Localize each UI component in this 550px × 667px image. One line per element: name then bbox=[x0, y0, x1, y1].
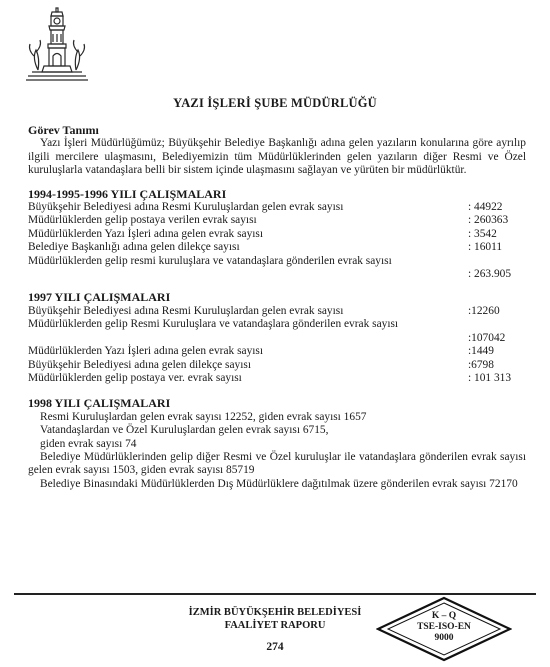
stat-row bbox=[28, 305, 526, 318]
stat-value: :107042 bbox=[468, 331, 506, 344]
badge-line: 9000 bbox=[434, 633, 454, 643]
stat-row bbox=[28, 345, 526, 358]
stat-label: Büyükşehir Belediyesi adına Resmi Kuruluşlardan gelen evrak sayısı bbox=[28, 304, 344, 317]
stat-value: :1449 bbox=[468, 345, 494, 358]
stat-value: : 16011 bbox=[468, 241, 503, 254]
badge-line: TSE-ISO-EN bbox=[417, 622, 471, 632]
certification-badge-text bbox=[376, 611, 512, 644]
text-line: Resmi Kuruluşlardan gelen evrak sayısı 12252, giden evrak sayısı 1657 bbox=[40, 410, 367, 423]
stat-value: :12260 bbox=[468, 304, 500, 317]
footer bbox=[150, 606, 400, 632]
stat-label: Müdürlüklerden Yazı İşleri adına gelen evrak sayısı bbox=[28, 227, 264, 240]
stat-row bbox=[28, 372, 526, 385]
badge-line: K – Q bbox=[431, 611, 457, 621]
stat-label: Büyükşehir Belediyesi adına gelen dilekçe sayısı bbox=[28, 358, 252, 371]
page-title: YAZI İŞLERİ ŞUBE MÜDÜRLÜĞÜ bbox=[173, 96, 377, 110]
stat-label: Müdürlüklerden gelip postaya ver. evrak sayısı bbox=[28, 371, 242, 384]
clock-tower-logo bbox=[22, 6, 92, 84]
stat-value: : 44922 bbox=[468, 201, 503, 214]
stat-label: Müdürlüklerden Yazı İşleri adına gelen evrak sayısı bbox=[28, 345, 264, 358]
footer-org: İZMİR BÜYÜKŞEHİR BELEDİYESİ bbox=[188, 607, 362, 618]
stat-row bbox=[28, 201, 526, 214]
gorev-heading: Görev Tanımı bbox=[28, 123, 99, 137]
text-line: Vatandaşlardan ve Özel Kuruluşlardan gelen evrak sayısı 6715, bbox=[40, 424, 329, 437]
section-1998-heading: 1998 YILI ÇALIŞMALARI bbox=[28, 396, 171, 411]
stat-value: : 263.905 bbox=[468, 268, 512, 281]
stat-value: : 3542 bbox=[468, 227, 497, 240]
stat-label: Müdürlüklerden gelip resmi kuruluşlara ve vatandaşlara gönderilen evrak sayısı bbox=[28, 254, 392, 267]
footer-rule bbox=[14, 593, 536, 595]
stat-value: :6798 bbox=[468, 358, 494, 371]
footer-report: FAALİYET RAPORU bbox=[224, 620, 326, 631]
stat-row bbox=[28, 359, 526, 372]
text-line: giden evrak sayısı 74 bbox=[40, 437, 137, 450]
gorev-text: Yazı İşleri Müdürlüğümüz; Büyükşehir Belediye Başkanlığı adına gelen yazıların konularına göre ayrılıp ilgili mercilere ulaşmasını, Belediyemizin tüm Müdürlüklerinden gelen yazıların diğer Resmi ve Özel kuruluşlarla vatandaşlara belli bir sistem içinde ulaşmasını sağlayan ve yürüten bir müdürlüktür. bbox=[28, 137, 526, 177]
stat-label: Müdürlüklerden gelip Resmi Kuruluşlara ve vatandaşlara gönderilen evrak sayısı bbox=[28, 318, 399, 331]
section-1997-heading: 1997 YILI ÇALIŞMALARI bbox=[28, 290, 171, 305]
stat-row bbox=[28, 228, 526, 241]
stat-value: : 101 313 bbox=[468, 371, 512, 384]
paragraph: Belediye Müdürlüklerinden gelip diğer Resmi ve Özel kuruluşlar ile vatandaşlara gönderilen evrak sayısı gelen evrak sayısı 1503, giden evrak sayısı 85719 bbox=[28, 450, 526, 477]
stat-label: Belediye Başkanlığı adına gelen dilekçe sayısı bbox=[28, 241, 240, 254]
stat-row bbox=[28, 214, 526, 227]
stat-label: Büyükşehir Belediyesi adına Resmi Kuruluşlardan gelen evrak sayısı bbox=[28, 201, 344, 214]
stat-value: : 260363 bbox=[468, 214, 509, 227]
paragraph: Belediye Binasındaki Müdürlüklerden Dış Müdürlüklere dağıtılmak üzere gönderilen evrak sayısı 72170 bbox=[40, 477, 518, 490]
document-body bbox=[28, 124, 526, 491]
stat-label: Müdürlüklerden gelip postaya verilen evrak sayısı bbox=[28, 214, 257, 227]
page-number: 274 bbox=[266, 641, 284, 653]
section-1994-heading: 1994-1995-1996 YILI ÇALIŞMALARI bbox=[28, 186, 227, 201]
stat-row bbox=[28, 241, 526, 254]
